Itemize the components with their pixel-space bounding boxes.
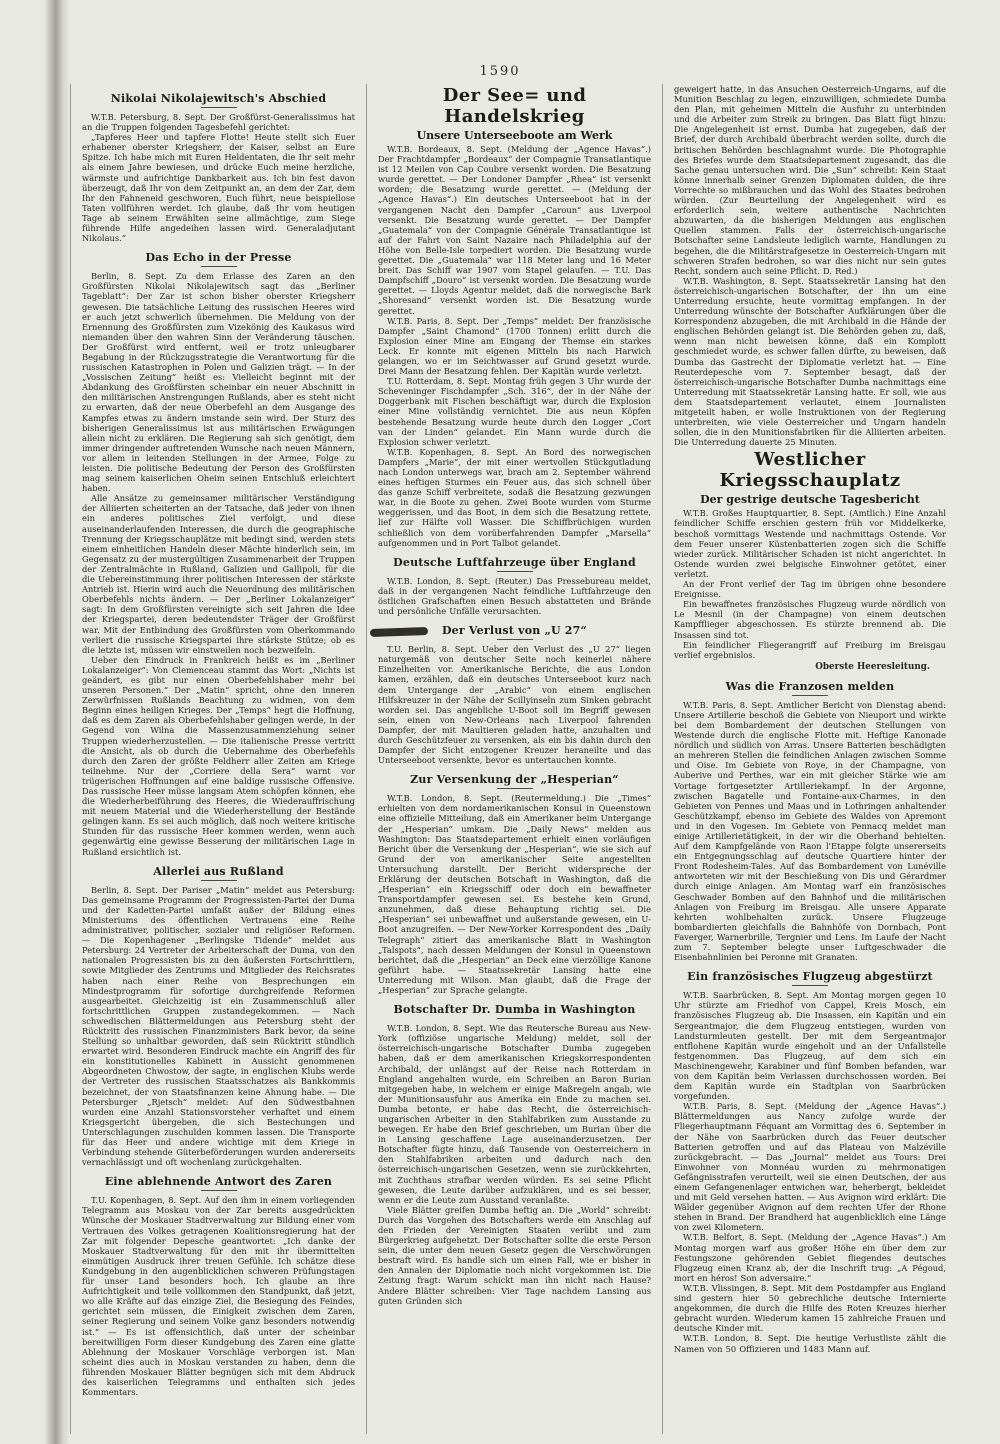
article-body [378,644,651,765]
heading-wrap [378,624,651,637]
article-body [82,271,355,856]
paragraph: Berlin, 8. Sept. Zu dem Erlasse des Zaren an den Großfürsten Nikolai Nikolajewitsch sagt das „Berliner Tageblatt“: Der Zar ist schon bisher oberster Kriegsherr gewesen. Die tatsächliche Leitung des russischen Heeres wird er auch jetzt schwerlich übernehmen. Die Meldung von der Ernennung des Großfürsten zum Vizekönig des Kaukasus wird niemanden über den wahren Sinn der Veränderung täuschen. Der Großfürst wird entfernt, weil er trotz unleugbarer Begabung in der Rückzugsstrategie die Verantwortung für die russischen Katastrophen in Polen und Galizien trägt. — In der „Vossischen Zeitung“ heißt es: Vielleicht beginnt mit der Abdankung des Großfürsten scheinbar ein neuer Abschnitt in den militärischen Anstrengungen Rußlands, aber es steht nicht zu erwarten, daß der neue Oberbefehl an dem Ausgange des Kampfes etwas zu ändern imstande sein wird. Der Sturz des bisherigen Generalissimus ist aus militärischen Erwägungen allein nicht zu erklären. Die Regierung sah sich genötigt, dem immer dringender auftretenden Wunsche nach neuen Männern, vor allem in leitenden Stellungen in der Armee, Folge zu leisten. Die politische Bedeutung der Person des Großfürsten mag seinem kaiserlichen Oheim seinen Entschluß erleichtert haben. [82,271,355,494]
article-heading: Zur Versenkung der „Hesperian“ [410,773,619,787]
heading-rule [792,695,828,696]
paragraph: T.U. Berlin, 8. Sept. Ueber den Verlust des „U 27“ liegen naturgemäß von deutscher Seite noch keinerlei nähere Einzelheiten vor. Amerikanische Berichte, die aus London kamen, erzählen, daß ein deutsches Unterseeboot kurz nach dem Untergange der „Arabic“ von einem englischen Hilfskreuzer in der Nähe der Scillyinseln zum Sinken gebracht worden sei. Das angebliche U-Boot soll im Begriff gewesen sein, einen von New-Orleans nach Liverpool fahrenden Dampfer, der mit Maultieren geladen hatte, anzuhalten und durch Geschützfeuer zu versenken, als ein bis dahin durch den Dampfer der Sicht entzogener Kreuzer heraneilte und das Unterseeboot versenkte, bevor es untertauchen konnte. [378,644,651,766]
section-title-sea-trade-war: Der See= und Handelskrieg [442,85,587,127]
paragraph: Viele Blätter greifen Dumba heftig an. Die „World“ schreibt: Durch das Vorgehen des Botschafters werde ein Anschlag auf den Frieden der Vereinigten Staaten verübt und zum Bürgerkrieg aufgehetzt. Der Botschafter sollte die erste Person sein, die unter dem neuen Gesetz gegen die Verschwörungen bestraft wird. Es handle sich um einen Fall, wie er bisher in den Annalen der Diplomatie noch nicht vorgekommen ist. Die Zeitung fragt: Warum schickt man ihn nicht nach Hause? Andere Blätter schreiben: Vier Tage nachdem Lansing aus guten Gründen sich [378,1204,651,1306]
paragraph: Ein bewaffnetes französisches Flugzeug wurde nördlich von Le Mesnil (in der Champagne) von einem deutschen Kampfflieger abgeschossen. Es stürzte brennend ab. Die Insassen sind tot. [674,599,946,640]
article-heading: Eine ablehnende Antwort des Zaren [104,1175,333,1189]
article [674,493,946,671]
article [378,556,651,616]
article-body [82,1195,355,1397]
report-signature: Oberste Heeresleitung. [815,661,930,672]
article [674,680,946,962]
article [674,970,946,1353]
paragraph: W.T.B. Paris, 8. Sept. (Meldung der „Agence Havas“.) Blättermeldungen aus Nancy zufolge wurde der Fliegerhauptmann Féquant am Vormittag des 6. September in der Nähe von Saarbrücken durch das Feuer deutscher Batterien getroffen und auf das Plateau von Malzéville zurückgebracht. — Das „Journal“ meldet aus Tours: Drei Einwohner von Monnéau wurden zu mehrmonatigen Gefängnisstrafen verurteilt, weil sie einen Deutschen, der aus einem Gefangenenlager entwichen war, beherbergt, bekleidet und mit Geld versehen hatten. — Aus Avignon wird erklärt: Die Wälder gegenüber Avignon auf dem rechten Ufer der Rhone stehen in Brand. Der Brandherd hat augenblicklich eine Länge von zwei Kilometern. [674,1101,946,1233]
article-subheading: Unsere Unterseeboote am Werk [416,129,613,142]
article-heading: Nikolai Nikolajewitsch's Abschied [110,92,327,105]
article-body [378,144,651,548]
article-heading: Ein französisches Flugzeug abgestürzt [687,970,933,984]
article-heading: Was die Franzosen melden [725,679,895,693]
page-number: 1590 [479,64,521,79]
column-left [70,84,366,1434]
article-body [82,112,355,243]
paragraph: T.U. Rotterdam, 8. Sept. Montag früh gegen 3 Uhr wurde der Scheveninger Fischdampfer „Sch. 316“, der in der Nähe der Doggerbank mit Fischen beschäftigt war, durch die Explosion einer Mine vollständig vernichtet. Die aus neun Köpfen bestehende Besatzung wurde heute durch den Logger „Cort van der Linden“ gelandet. Ein Mann wurde durch die Explosion schwer verletzt. [378,376,651,447]
article-body [674,700,946,962]
paragraph: W.T.B. Paris, 8. Sept. Der „Temps“ meldet: Der französische Dampfer „Saint Chamond“ (1700 Tonnen) erlitt durch die Explosion einer Mine am Eingang der Themse ein starkes Leck. Er konnte mit eigenen Mitteln bis nach Harwich gelangen, wo er im Seichtwasser auf Grund gesetzt wurde. Drei Mann der Besatzung fehlen. Der Kapitän wurde verletzt. [378,315,651,377]
paragraph: W.T.B. London, 8. Sept. (Reuter.) Das Pressebureau meldet, daß in der vergangenen Nacht feindliche Luftfahrzeuge den östlichen Grafschaften einen Besuch abstatteten und Brände und persönliche Unfälle verursachten. [378,575,651,617]
paragraph: W.T.B. London, 8. Sept. Die heutige Verlustliste zählt die Namen von 50 Offizieren und 1483 Mann auf. [674,1333,946,1354]
paragraph: W.T.B. Vlissingen, 8. Sept. Mit dem Postdampfer aus England sind gestern hier 50 gebrechliche deutsche Internierte angekommen, die durch die Hilfe des Roten Kreuzes hierher gebracht wurden. Wiederum kamen 15 zahlreiche Frauen und deutsche Kinder mit. [674,1282,946,1334]
article-body [674,508,946,659]
article [82,865,355,1168]
paragraph: W.T.B. Großes Hauptquartier, 8. Sept. (Amtlich.) Eine Anzahl feindlicher Schiffe erschien gestern früh vor Middelkerke, beschoß vormittags Westende und nachmittags Ostende. Vor dem Feuer unserer Küstenbatterien zogen sich die Schiffe wieder zurück. Militärischer Schaden ist nicht angerichtet. In Ostende wurden zwei belgische Einwohner getötet, einer verletzt. [674,508,946,579]
paragraph: Ueber den Eindruck in Frankreich heißt es im „Berliner Lokalanzeiger“: Von Clemenceau stammt das Wort: „Nichts ist geändert, es gibt nur einen Oberbefehlshaber mehr bei unseren Personen.“ Der „Matin“ spricht, ohne den inneren Zerwürfnissen Rußlands Beachtung zu widmen, von dem Beginn eines heiligen Krieges. Der „Temps“ hegt die Hoffnung, daß es dem Zaren als Oberbefehlshaber gelingen werde, in der Gegend von Wilna die Massenzusammenziehung seiner Truppen wiederherzustellen. — Die italienische Presse vertritt die Ansicht, als ob durch die Uebernahme des Oberbefehls durch den Zaren der größte Feldherr aller Zeiten am Kriege teilnehme. Nur der „Corriere della Sera“ warnt vor trügerischen Hoffnungen auf eine baldige russische Offensive. Das russische Heer müsse langsam Atem schöpfen können, ehe die Wiederherbeiführung des Heeres, die Wiederauffrischung mit neuem Material und die Wiederherstellung der Bestände gelingen kann. Es sei auch möglich, daß noch weitere kritische Stunden für das russische Heer kommen werden, wenn auch gegenwärtig eine gewisse Besserung der militärischen Lage in Rußland ersichtlich ist. [82,654,355,857]
paragraph: An der Front verlief der Tag im übrigen ohne besondere Ereignisse. [674,579,946,600]
article-continuation [674,84,946,447]
article [378,773,651,995]
paragraph: W.T.B. Kopenhagen, 8. Sept. An Bord des norwegischen Dampfers „Marie“, der mit einer wertvollen Stückgutladung nach London unterwegs war, brach am 2. September während eines heftigen Sturmes ein Feuer aus, das sich schnell über das ganze Schiff verbreitete, sodaß die Besatzung gezwungen war, in die Boote zu gehen. Zwei Boote wurden vom Sturme weggerissen, und das Boot, in dem sich die Besatzung rettete, lief zur Hälfte voll Wasser. Die Schiffbrüchigen wurden schließlich von dem vorüberfahrenden Dampfer „Marsella“ aufgenommen und in Port Talbot gelandet. [378,446,651,548]
heading-rule [497,639,533,640]
heading-rule [497,571,533,572]
paragraph: W.T.B. Saarbrücken, 8. Sept. Am Montag morgen gegen 10 Uhr stürzte am Friedhof von Cappel, Kreis Mosch, ein französisches Flugzeug ab. Die Insassen, ein Kapitän und ein Sergeantmajor, die dem Flugzeug entstiegen, wurden von Landsturmleuten gestellt. Der mit dem Sergeantmajor entflohene Kapitän wurde eingeholt und an der Unfallstelle festgenommen. Das Flugzeug, auf dem sich ein Maschinengewehr, Karabiner und fünf Bomben befanden, war von dem Kapitän beim Verlassen durchschossen worden. Bei dem Kapitän wurde ein Stadtplan von Saarbrücken vorgefunden. [674,990,946,1102]
paragraph: Alle Ansätze zu gemeinsamer militärischer Verständigung der Alliierten scheiterten an der Tatsache, daß jeder von ihnen ein anderes politisches Ziel verfolgt, und diese auseinanderlaufenden Interessen, die durch die geographische Trennung der Kriegsschauplätze mit bedingt sind, werden stets einem einheitlichen Handeln dieser Mächte hinderlich sein, im Gegensatz zu der mustergültigen Zusammenarbeit der Truppen der Zentralmächte in Rußland, Galizien und Gallipoli, für die die Uebereinstimmung ihrer politischen Interessen der stärkste Antrieb ist. Hierin wird auch die Neuordnung des militärischen Oberbefehls nichts ändern. — Der „Berliner Lokalanzeiger“ sagt: In dem Großfürsten vereinigte sich seit Jahren die Idee der Kriegspartei, deren bedeutendster Träger der Großfürst war. Mit der Entbindung des Großfürsten vom Oberkommando verliert die russische Kriegspartei ihre stärkste Stütze; ob es die letzte ist, müssen wir einstweilen noch bezweifeln. [82,493,355,655]
heading-rule [201,266,237,267]
paragraph: W.T.B. Bordeaux, 8. Sept. (Meldung der „Agence Havas“.) Der Frachtdampfer „Bordeaux“ der Compagnie Transatlantique ist 12 Meilen von Cap Coubre versenkt worden. Die Besatzung wurde gerettet. — Der Londoner Dampfer „Rhea“ ist versenkt worden; die Besatzung wurde gerettet. — (Meldung der „Agence Havas“.) Ein deutsches Unterseeboot hat in der vergangenen Nacht den Dampfer „Caroun“ aus Liverpool versenkt. Die Besatzung wurde gerettet. — Der Dampfer „Guatemala“ von der Compagnie Générale Transatlantique ist auf der Fahrt von Saint Nazaire nach Philadelphia auf der Höhe von Belle-Isle torpediert worden. Die Besatzung wurde gerettet. Die „Guatemala“ war 118 Meter lang und 16 Meter breit. Das Schiff war 1907 vom Stapel gelaufen. — T.U. Das Dampfschiff „Douro“ ist versenkt worden. Die Besatzung wurde gerettet. — Lloyds Agentur meldet, daß die norwegische Bark „Shoresand“ versenkt worden ist. Die Besatzung wurde gerettet. [378,144,651,316]
heading-rule [497,1018,533,1019]
article-body [378,793,651,995]
article-body [378,1023,651,1306]
heading-rule [201,1190,237,1191]
paragraph: Berlin, 8. Sept. Der Pariser „Matin“ meldet aus Petersburg: Das gemeinsame Programm der Progressisten-Partei der Duma und der Kadetten-Partei umfaßt außer der Bildung eines Ministeriums des öffentlichen Vertrauens eine Reihe administrativer, politischer, sozialer und religiöser Reformen. — Die Kopenhagener „Berlingske Tidende“ meldet aus Petersburg: 24 Vertreter der Arbeiterschaft der Duma, von den nationalen Progressisten bis zu den äußersten Fortschrittlern, sowie Mitglieder des Zentrums und Mitglieder des Reichsrates haben nach einer Reihe von Besprechungen ein Mindestprogramm für sofortige durchgreifende Reformen ausgearbeitet. Gleichzeitig ist ein Zusammenschluß aller fortschrittlichen Gruppen zustandegekommen. — Nach schwedischen Blättermeldungen aus Petersburg steht der Rücktritt des russischen Finanzministers Bark bevor, da seine Stellung so unhaltbar geworden, daß sein Rücktritt stündlich erwartet wird. Besonderen Eindruck machte ein Angriff des für ein konstitutionelles Kabinett in Aussicht genommenen Abgeordneten Chwostow, der sagte, in englischen Klubs werde der Vertreter des russischen Staatsschatzes als Bankkommis bezeichnet, der von Staatsfinanzen keine Ahnung habe. — Die Petersburger „Rjetsch“ meldet: Auf den Südwestbahnen wurden eine Anzahl Stationsvorsteher verhaftet und einem Kriegsgericht übergeben, die sich Bestechungen und Unterschlagungen zuschulden kommen lassen. Die Transporte für das Heer und andere wichtige mit dem Kriege in Verbindung stehende Güterbeförderungen wurden andererseits vernachlässigt und oft wochenlang zurückgehalten. [82,884,355,1168]
paragraph: W.T.B. Belfort, 8. Sept. (Meldung der „Agence Havas“.) Am Montag morgen warf aus großer Höhe ein über dem zur Festungszone gehörenden Gebiet fliegendes deutsches Flugzeug einen Kranz ab, der die Inschrift trug: „A Pégoud, mort en héros! Son adversaire.“ [674,1232,946,1283]
heading-rule [497,788,533,789]
article-body [674,84,946,447]
paragraph: W.T.B. Paris, 8. Sept. Amtlicher Bericht von Dienstag abend: Unsere Artillerie beschoß die Gebiete von Nieuport und wirkte bei dem Bombardement der deutschen Stellungen von Westende durch die englische Flotte mit. Heftige Kanonade nördlich und südlich von Arras. Unsere Batterien beschädigten an mehreren Stellen die feindlichen Anlagen zwischen Somme und Oise. Im Gebiete von Roye, in der Champagne, von Auberive und Perthes, war ein mit gleicher Stärke wie am Vortage fortgesetzter Artilleriekampf. In der Argonne, zwischen Bagatelle und Fontaine-aux-Charmes, in den Gebieten von Pennes und Maas und in Lothringen anhaltender Geschützkampf, ebenso im Gebiete des Waldes von Apremont und in den Vogesen. Im Gebiete von Pennacq meldet man einige Artillerietätigkeit, in der wir die Oberhand behielten. Auf dem Kampfgelände von Raon l'Etappe folgte unsererseits ein Entgegnungsschlag auf deutsche Quartiere hinter der Front Rodesheim-Tales. Auf das Bombardement von Lunéville antworteten wir mit der Beschießung von Dis und Gérardmer durch einige Anlagen. Am Montag warf ein französisches Geschwader Bomben auf den Bahnhof und die militärischen Anlagen von Freiburg im Breisgau. Alle unsere Apparate kehrten wohlbehalten zurück. Unsere Flugzeuge bombardierten gleichfalls die Bahnhöfe von Dornbach, Pont Faverger, Warnerbrille, Tergnier und Lens. Im Laufe der Nacht zum 7. September belegte unser Luftgeschwader die Eisenbahnlinien bei Peronne mit Granaten. [674,699,946,963]
paragraph: W.T.B. Washington, 8. Sept. Staatssekretär Lansing hat den österreichisch-ungarischen Botschafter, der ihn um eine Unterredung ersuchte, heute vormittag empfangen. In der Unterredung wünschte der Botschafter Aufklärungen über die Korrespondenz abzugeben, die mit Archibald in die Hände der englischen Behörden gelangt ist. Die Behörden geben zu, daß, wenn man nicht beweisen könne, daß ein Komplott geschmiedet wurde, es schwer fallen dürfte, zu beweisen, daß Dumba das Gastrecht der Diplomatie verletzt hat. — Eine Reuterdepesche vom 7. September besagt, daß der österreichisch-ungarische Botschafter Dumba nachmittags eine Unterredung mit Staatssekretär Lansing hatte. Er soll, wie aus dem Staatsdepartement verlautet, einem Journalisten mitgeteilt haben, er wolle Instruktionen von der Regierung unterbreiten, wie viele Oesterreicher und Ungarn handeln sollen, die in den Munitionsfabriken für die Alliierten arbeiten. Die Unterredung dauerte 25 Minuten. [674,275,946,448]
heading-rule [792,985,828,986]
paragraph: „Tapferes Heer und tapfere Flotte! Heute stellt sich Euer erhabener oberster Kriegsherr, der Kaiser, selbst an Eure Spitze. Ich habe mich mit Euren Heldentaten, die Ihr seit mehr als einem Jahre bewiesen, und drücke Euch meine herzliche, wärmste und aufrichtige Dankbarkeit aus. Ich bin fest davon überzeugt, daß Ihr von dem Zeitpunkt an, an dem der Zar, dem Ihr den Fahneneid geschworen, Euch führt, neue beispiellose Taten vollführen werdet. Ich glaube, daß Ihr vom heutigen Tage ab seinem Erwählten seine allmächtige, zum Siege führende Hilfe angedeihen lassen wird. Generaladjutant Nikolaus.“ [82,132,355,244]
article-heading: Allerlei aus Rußland [153,864,284,878]
heading-rule [201,107,237,108]
article-body [82,885,355,1168]
section-title-western-front: Westlicher Kriegsschauplatz [719,449,901,492]
article [82,1175,355,1397]
article [82,251,355,856]
heading-rule [201,880,237,881]
article-body [674,990,946,1353]
article-heading: Das Echo in der Presse [145,251,292,265]
article-heading: Der Verlust von „U 27“ [441,624,588,638]
paragraph: geweigert hatte, in das Ansuchen Oesterreich-Ungarns, auf die Munition Beschlag zu legen, einzuwilligen, schmiedete Dumba den Plan, mit geheimen Mitteln die Ausfuhr zu unterbinden und die Arbeiter zum Streik zu bringen. Das Blatt fügt hinzu: Die Angelegenheit ist ernst. Dumba hat zugegeben, daß der Brief, der durch Archibald überbracht werden sollte, durch die britischen Behörden beschlagnahmt wurde. Die Photographie des Briefes wurde dem Staatsdepartement zugesandt, das die Sache genau untersuchen wird. Die „Sun“ schreibt: Kein Staat könne innerhalb seiner Grenzen Diplomaten dulden, die ihre Vorrechte so mißbrauchen und das Wohl des Staates bedrohen würden. (Zur Beurteilung der Angelegenheit wird es erforderlich sein, weitere authentische Nachrichten abzuwarten, da die bisherigen Meldungen aus englischen Quellen stammen. Falls der österreichisch-ungarische Botschafter seine Landsleute lediglich warnte, Handlungen zu begehen, die die Militärstrafgesetze in Oesterreich-Ungarn mit schweren Strafen bedrohen, so war dies nicht nur sein gutes Recht, sondern auch seine Pflicht. D. Red.) [674,84,946,276]
column-middle [366,84,662,1434]
article [378,129,651,548]
article-body [378,576,651,616]
paragraph: W.T.B. Petersburg, 8. Sept. Der Großfürst-Generalissimus hat an die Truppen folgenden Tagesbefehl gerichtet: [82,112,355,133]
article-heading: Deutsche Luftfahrzeuge über England [393,555,636,569]
paragraph: Ein feindlicher Fliegerangriff auf Freiburg im Breisgau verlief ergebnislos. [674,639,946,660]
article [82,92,355,243]
column-right [662,84,958,1434]
article [378,624,651,765]
paragraph: T.U. Kopenhagen, 8. Sept. Auf den ihm in einem vorliegenden Telegramm aus Moskau von der Zar bereits ausgedrückten Wünsche der Moskauer Stadtverwaltung zur Bildung einer vom Vertrauen des Volkes getragenen Koalitionsregierung hat der Zar mit folgender Depesche geantwortet: „Ich danke der Moskauer Stadtverwaltung für den mit ihr übermittelten einmütigen Ausdruck ihrer treuen Gefühle. Ich schätze diese Kundgebung in den augenblicklichen schweren Prüfungstagen für unser Land besonders hoch. Ich glaube an ihre Aufrichtigkeit und teile vollkommen den Standpunkt, daß jetzt, wo alle Kräfte auf das einzige Ziel, die Besiegung des Feindes, gerichtet sein müssen, die Einigkeit zwischen dem Zaren, seiner Regierung und seinem Volke ganz besonders notwendig ist.“ — Es ist offensichtlich, daß unter der scheinbar bereitwilligen Form dieser Kundgebung des Zaren eine glatte Ablehnung der Moskauer Vorschläge verborgen ist. Man scheint dies auch in Moskau verstanden zu haben, denn die führenden Moskauer Blätter begnügen sich mit dem Abdruck des kaiserlichen Telegramms und enthalten sich jedes Kommentars. [82,1195,355,1398]
article [378,1003,651,1306]
article-subheading: Der gestrige deutsche Tagesbericht [700,493,920,507]
binding-shadow [44,0,70,1444]
column-container [70,84,960,1434]
article-heading: Botschafter Dr. Dumba in Washington [393,1003,636,1017]
paragraph: W.T.B. London, 8. Sept. (Reutermeldung.) Die „Times“ erhielten von dem nordamerikanischen Konsul in Queenstown eine offizielle Mitteilung, daß ein Amerikaner beim Untergange der „Hesperian“ umkam. Die „Daily News“ melden aus Washington: Das Staatsdepartement erhielt einen vorläufigen Bericht über die Versenkung der „Hesperian“, wie sie sich auf Grund der von amerikanischer Seite angestellten Untersuchung darstellt. Der Bericht widerspreche der Erklärung der deutschen Botschaft in Washington, daß die „Hesperian“ ein Kriegsschiff oder doch ein bewaffneter Transportdampfer gewesen sei. Es bestehe kein Grund, anzunehmen, daß diese Behauptung richtig sei. Die „Hesperian“ sei unbewaffnet und außerstande gewesen, ein U-Boot anzugreifen. — Der New-Yorker Korrespondent des „Daily Telegraph“ zitiert das amerikanische Blatt in Washington „Talspots“, nach dessen Meldungen der Konsul in Queenstown berichtet, daß die „Hesperian“ an Deck eine vierzöllige Kanone geführt habe. — Staatssekretär Lansing hatte eine Unterredung mit Wilson. Man glaubt, daß die Frage der „Hesperian“ zur Sprache gelangte. [378,793,651,996]
paragraph: W.T.B. London, 8. Sept. Wie das Reutersche Bureau aus New-York (offiziöse ungarische Meldung) meldet, soll der österreichisch-ungarische Botschafter Dumba zugegeben haben, daß er dem amerikanischen Kriegskorrespondenten Archibald, der unlängst auf der Reise nach Rotterdam in England angehalten wurde, ein Schreiben an Baron Burian mitgegeben habe, in welchem er einige Maßregeln angab, wie der Munitionsausfuhr aus Amerika ein Ende zu machen sei. Dumba betonte, er habe das Recht, die österreichisch-ungarischen Arbeiter in den Stahlfabriken zum Ausstande zu bewegen. Er habe den Brief geschrieben, um Burian über die in Lansing geschaffene Lage auseinanderzusetzen. Der Botschafter fügte hinzu, daß Tausende von Oesterreichern in den Stahlfabriken arbeiten und dadurch nach den österreichisch-ungarischen Gesetzen, wenn sie zurückkehrten, mit Zuchthaus strafbar werden würden. Es sei seine Pflicht gewesen, die Leute darüber aufzuklären, und es sei besser, wenn er die Leute zum Ausstand veranlaßte. [378,1023,651,1205]
